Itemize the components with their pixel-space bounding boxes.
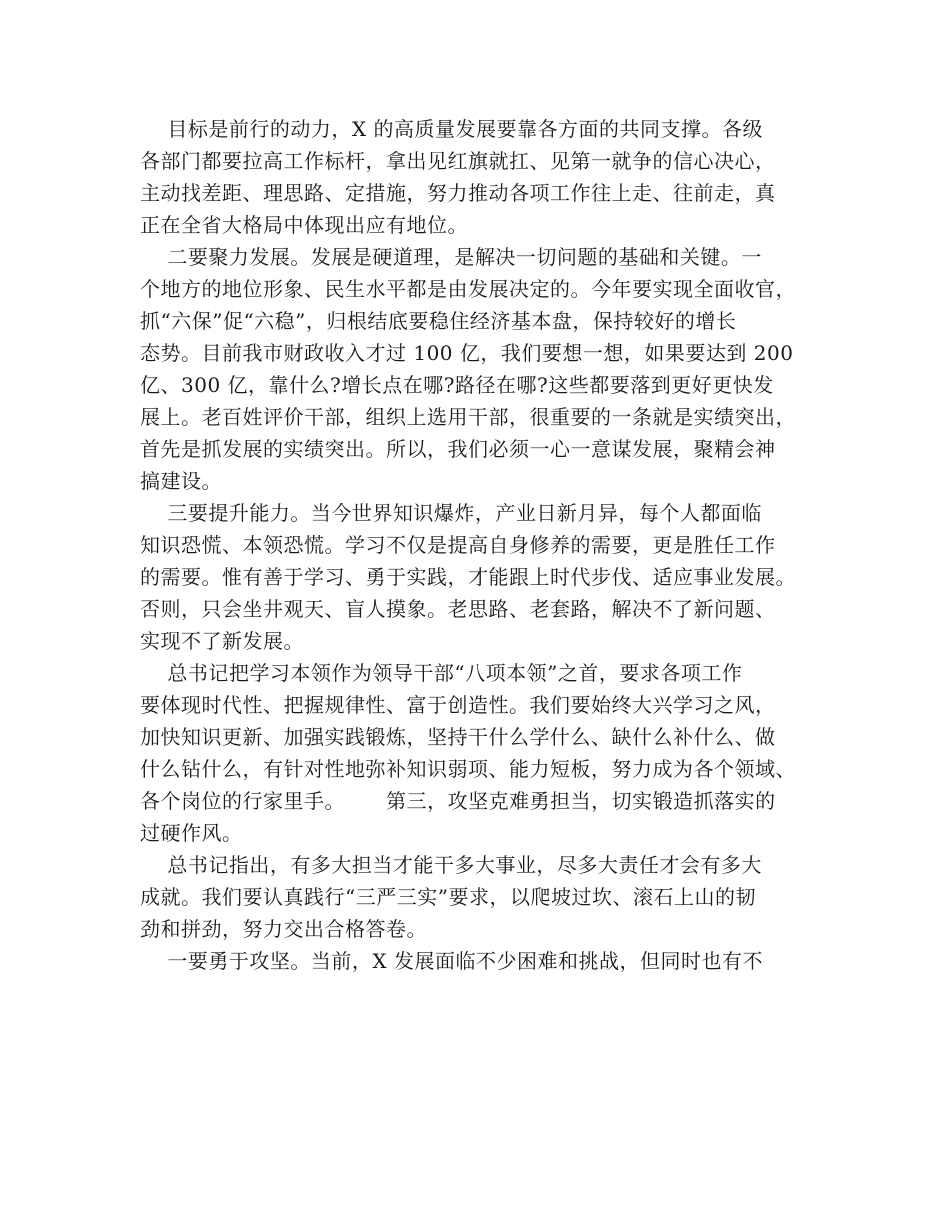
text-line: 正在全省大格局中体现出应有地位。: [140, 213, 468, 237]
text-line: 成就。我们要认真践行“三严三实”要求，以爬坡过坎、滚石上山的韧: [140, 885, 756, 909]
text-line: 各个岗位的行家里手。 第三，攻坚克难勇担当，切实锻造抓落实的: [140, 789, 776, 813]
text-line: 要体现时代性、把握规律性、富于创造性。我们要始终大兴学习之风，: [140, 693, 776, 717]
text-line: 亿、300 亿，靠什么?增长点在哪?路径在哪?这些都要落到更好更快发: [140, 373, 774, 397]
text-line: 二要聚力发展。发展是硬道理，是解决一切问题的基础和关键。一: [140, 245, 762, 269]
text-line: 一要勇于攻坚。当前，X 发展面临不少困难和挑战，但同时也有不: [140, 949, 764, 973]
text-line: 态势。目前我市财政收入才过 100 亿，我们要想一想，如果要达到 200: [140, 341, 794, 365]
text-line: 什么钻什么，有针对性地弥补知识弱项、能力短板，努力成为各个领域、: [140, 757, 796, 781]
text-line: 的需要。惟有善于学习、勇于实践，才能跟上时代步伐、适应事业发展。: [140, 565, 796, 589]
text-line: 展上。老百姓评价干部，组织上选用干部，很重要的一条就是实绩突出，: [140, 405, 796, 429]
text-line: 知识恐慌、本领恐慌。学习不仅是提高自身修养的需要，更是胜任工作: [140, 533, 776, 557]
text-line: 首先是抓发展的实绩突出。所以，我们必须一心一意谋发展，聚精会神: [140, 437, 776, 461]
document-body: [140, 113, 820, 977]
text-line: 过硬作风。: [140, 821, 243, 845]
text-line: 总书记把学习本领作为领导干部“八项本领”之首，要求各项工作: [140, 661, 743, 685]
text-line: 否则，只会坐井观天、盲人摸象。老思路、老套路，解决不了新问题、: [140, 597, 776, 621]
text-line: 总书记指出，有多大担当才能干多大事业，尽多大责任才会有多大: [140, 853, 762, 877]
text-line: 各部门都要拉高工作标杆，拿出见红旗就扛、见第一就争的信心决心，: [140, 149, 776, 173]
text-line: 抓“六保”促“六稳”，归根结底要稳住经济基本盘，保持较好的增长: [140, 309, 737, 333]
text-line: 主动找差距、理思路、定措施，努力推动各项工作往上走、往前走，真: [140, 181, 776, 205]
text-line: 三要提升能力。当今世界知识爆炸，产业日新月异，每个人都面临: [140, 501, 762, 525]
text-line: 实现不了新发展。: [140, 629, 304, 653]
text-line: 加快知识更新、加强实践锻炼，坚持干什么学什么、缺什么补什么、做: [140, 725, 776, 749]
text-line: 劲和拼劲，努力交出合格答卷。: [140, 917, 427, 941]
text-line: 搞建设。: [140, 469, 222, 493]
text-line: 目标是前行的动力，X 的高质量发展要靠各方面的共同支撑。各级: [140, 117, 764, 141]
text-line: 个地方的地位形象、民生水平都是由发展决定的。今年要实现全面收官，: [140, 277, 796, 301]
